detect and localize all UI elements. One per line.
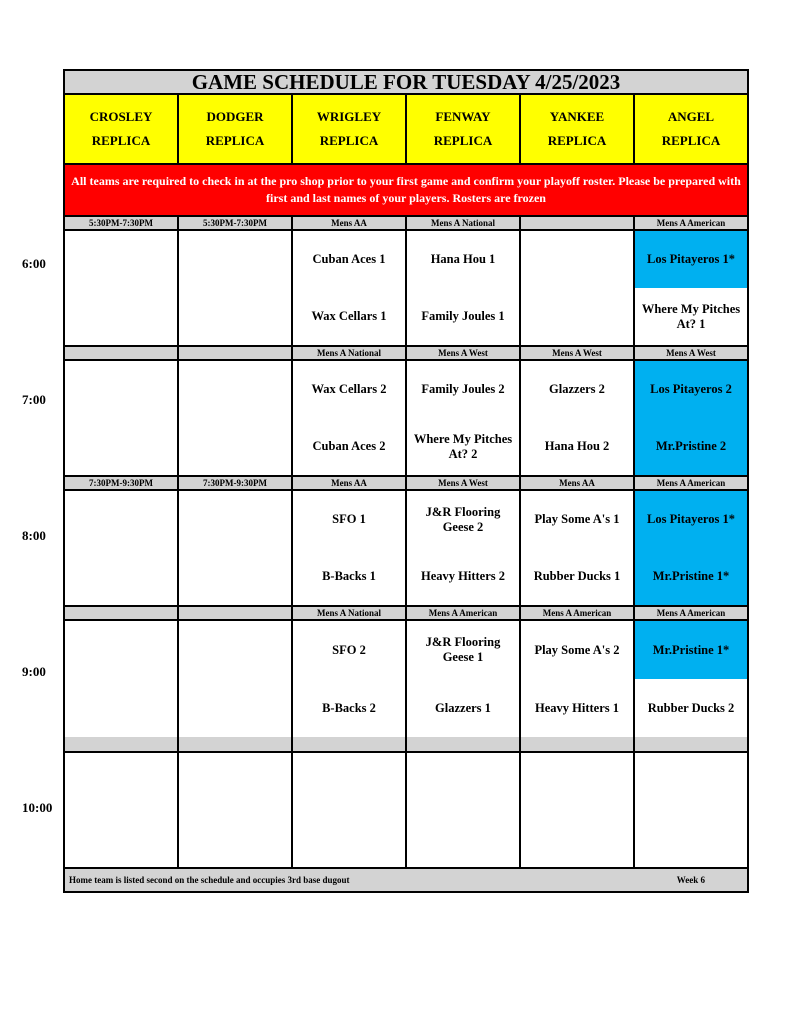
time-label-3: 8:00 [22,528,46,543]
field-cell [179,621,293,737]
division-label: Mens A National [293,347,407,359]
field-cell [293,491,407,605]
division-label: Mens A American [521,607,635,619]
home-team: Family Joules 1 [421,309,505,323]
time-label-4: 9:00 [22,664,46,679]
division-label: 7:30PM-9:30PM [179,477,293,489]
division-row [65,347,747,361]
division-label [521,217,635,229]
away-team [521,231,633,288]
home-team: Mr.Pristine 2 [635,418,747,475]
field-cell [521,231,635,345]
field-cell [635,491,747,605]
away-team: Mr.Pristine 1* [635,621,747,679]
away-team [179,361,291,418]
division-label [179,347,293,359]
home-team [179,679,291,737]
home-team [521,288,633,345]
field-cell [635,361,747,475]
week-label: Week 6 [676,875,705,885]
empty-division-row [65,737,747,753]
home-team [179,418,291,475]
game-slot-row [65,361,747,477]
division-label: Mens A American [656,608,726,618]
field-header-angel: ANGEL REPLICA [661,109,721,148]
field-cell [521,621,635,737]
away-team: Los Pitayeros 1* [635,231,747,288]
field-cell [635,621,747,737]
away-team [65,361,177,418]
schedule-sheet [63,69,749,893]
away-team: Family Joules 2 [421,382,505,396]
field-cell [407,621,521,737]
division-label: Mens A American [407,607,521,619]
division-label: Mens AA [293,477,407,489]
slots-container [65,217,747,737]
division-label [65,347,179,359]
away-team: Los Pitayeros 1* [635,491,747,548]
division-row [65,217,747,231]
field-cell [65,361,179,475]
field-header-row [65,95,747,165]
away-team: Cuban Aces 1 [312,252,386,266]
away-team [65,621,177,679]
footer-note: Home team is listed second on the schedule and occupies 3rd base dugout [69,875,350,885]
division-label: Mens A National [407,217,521,229]
field-cell [65,491,179,605]
home-team [65,679,177,737]
away-team: Los Pitayeros 2 [635,361,747,418]
division-label: 5:30PM-7:30PM [179,217,293,229]
division-row [65,477,747,491]
field-cell [179,231,293,345]
field-header-yankee: YANKEE REPLICA [521,95,635,163]
field-cell [407,491,521,605]
division-label [65,607,179,619]
field-cell [179,491,293,605]
field-header-dodger: DODGER REPLICA [179,95,293,163]
home-team [65,548,177,605]
notice-banner: All teams are required to check in at the pro shop prior to your first game and confirm your playoff roster. Please be prepared with first and last names of your players. Rosters are frozen [65,165,747,217]
empty-slot-row [65,753,747,869]
field-header-wrigley: WRIGLEY REPLICA [293,95,407,163]
away-team: SFO 1 [332,512,366,526]
home-team [65,288,177,345]
footer-row [65,869,747,891]
field-cell [635,231,747,345]
field-cell [293,231,407,345]
home-team: Rubber Ducks 2 [647,700,735,715]
schedule-title: GAME SCHEDULE FOR TUESDAY 4/25/2023 [65,71,747,95]
division-label: Mens A National [293,607,407,619]
away-team [65,231,177,288]
away-team [179,621,291,679]
away-team [179,231,291,288]
division-label: Mens A West [407,347,521,359]
away-team [179,491,291,548]
division-label: Mens A West [407,477,521,489]
field-cell [407,361,521,475]
game-slot-row [65,621,747,737]
field-header-crosley: CROSLEY REPLICA [65,95,179,163]
division-label: Mens AA [521,477,635,489]
away-team: Glazzers 2 [549,382,605,396]
division-row [65,607,747,621]
away-team [65,491,177,548]
division-label: Mens A American [656,218,726,228]
field-cell [521,361,635,475]
home-team: Hana Hou 2 [544,439,610,453]
division-label: Mens A West [666,348,716,358]
home-team: Where My Pitches At? 2 [413,431,513,461]
field-cell [521,491,635,605]
field-cell [293,361,407,475]
home-team [179,288,291,345]
home-team: Cuban Aces 2 [312,439,386,453]
division-label: 5:30PM-7:30PM [65,217,179,229]
field-cell [65,231,179,345]
division-label: Mens A West [521,347,635,359]
home-team: Rubber Ducks 1 [533,569,621,583]
home-team: Mr.Pristine 1* [635,548,747,605]
home-team: Heavy Hitters 2 [420,569,505,583]
field-cell [65,621,179,737]
field-cell [407,231,521,345]
away-team: Hana Hou 1 [430,252,496,266]
field-cell [179,361,293,475]
home-team: Heavy Hitters 1 [534,700,619,715]
away-team: Play Some A's 1 [534,512,620,526]
away-team: SFO 2 [332,642,366,657]
home-team: B-Backs 2 [322,700,376,715]
home-team: Where My Pitches At? 1 [641,301,741,331]
home-team: Wax Cellars 1 [311,309,387,323]
home-team [65,418,177,475]
division-label: Mens A American [656,478,726,488]
time-label-5: 10:00 [22,800,53,815]
division-label: 7:30PM-9:30PM [65,477,179,489]
time-label-1: 6:00 [22,256,46,271]
field-header-fenway: FENWAY REPLICA [407,95,521,163]
home-team [179,548,291,605]
away-team: Wax Cellars 2 [311,382,387,396]
away-team: J&R Flooring Geese 1 [425,635,501,664]
home-team: Glazzers 1 [435,700,491,715]
away-team: Play Some A's 2 [534,642,620,657]
home-team: B-Backs 1 [322,569,376,583]
division-label [179,607,293,619]
division-label: Mens AA [293,217,407,229]
time-label-2: 7:00 [22,392,46,407]
field-cell [293,621,407,737]
game-slot-row [65,491,747,607]
game-slot-row [65,231,747,347]
away-team: J&R Flooring Geese 2 [425,504,501,534]
